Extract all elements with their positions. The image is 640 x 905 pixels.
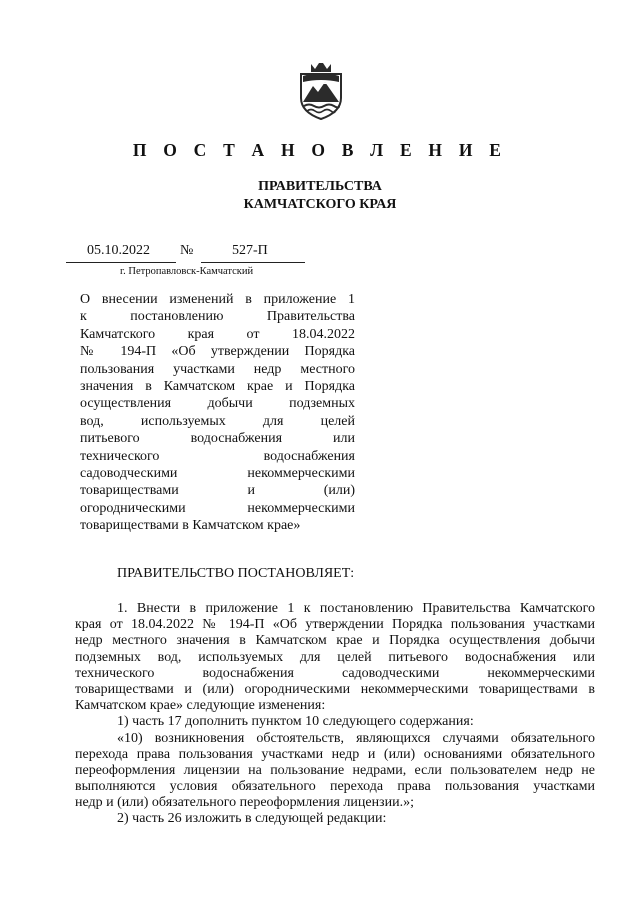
issuer-line-2: КАМЧАТСКОГО КРАЯ: [243, 197, 397, 212]
body-line: 1. Внести в приложение 1 к постановлению Правительства Камчатского: [117, 601, 595, 616]
issuer-line-1: ПРАВИТЕЛЬСТВА: [258, 179, 382, 194]
body-line: «10) возникновения обстоятельств, являющихся случаями обязательного: [117, 730, 595, 746]
body-line: подземных вод, используемых для целей питьевого водоснабжения или: [75, 649, 595, 665]
resolves-heading: ПРАВИТЕЛЬСТВО ПОСТАНОВЛЯЕТ:: [117, 566, 355, 581]
body-line: товариществами и (или) огородническими некоммерческими товариществами в: [75, 681, 595, 697]
subject-line: товариществами и (или): [80, 483, 355, 499]
subject-line: огородническими некоммерческими: [80, 500, 355, 516]
document-date: 05.10.2022: [87, 243, 150, 258]
number-sign: №: [180, 243, 194, 258]
document-title: П О С Т А Н О В Л Е Н И Е: [132, 140, 508, 160]
body-line: края от 18.04.2022 № 194-П «Об утверждении Порядка пользования участками: [75, 617, 595, 633]
body-line: недр и (или) обязательного переоформления лицензии.»;: [75, 795, 414, 811]
body-line: перехода права пользования участками недр и (или) основаниями обязательного: [75, 746, 595, 762]
body-line: 1) часть 17 дополнить пунктом 10 следующего содержания:: [117, 714, 474, 730]
subject-line: технического водоснабжения: [80, 448, 355, 464]
number-underline: [201, 262, 305, 263]
subject-line: к постановлению Правительства: [80, 309, 355, 325]
body-line: Камчатском крае» следующие изменения:: [75, 698, 326, 714]
body-line: выполняются условия обязательного перехода права пользования участками: [75, 779, 595, 795]
date-underline: [66, 262, 176, 263]
body-line: технического водоснабжения садоводческими некоммерческими: [75, 665, 595, 681]
subject-line: пользования участками недр местного: [80, 361, 355, 377]
body-text: [75, 601, 595, 828]
subject-line: садоводческими некоммерческими: [80, 465, 355, 481]
coat-of-arms-icon: [297, 62, 345, 120]
document-number: 527-П: [232, 243, 268, 258]
subject-line: питьевого водоснабжения или: [80, 431, 355, 447]
city: г. Петропавловск-Камчатский: [120, 266, 254, 277]
body-line: переоформления лицензии на пользование недрами, если пользователем недр не: [75, 762, 595, 778]
subject-block: [80, 291, 355, 534]
body-line: 2) часть 26 изложить в следующей редакции:: [117, 811, 387, 827]
subject-line: значения в Камчатском крае и Порядка: [80, 378, 355, 394]
subject-line: О внесении изменений в приложение 1: [80, 292, 355, 307]
body-line: недр местного значения в Камчатском крае и Порядка осуществления добычи: [75, 633, 595, 649]
subject-line: вод, используемых для целей: [80, 413, 355, 429]
issuer: [0, 178, 640, 214]
subject-line: № 194-П «Об утверждении Порядка: [80, 344, 355, 360]
subject-line: Камчатского края от 18.04.2022: [80, 326, 355, 342]
subject-line: товариществами в Камчатском крае»: [80, 518, 301, 534]
subject-line: осуществления добычи подземных: [80, 396, 355, 412]
